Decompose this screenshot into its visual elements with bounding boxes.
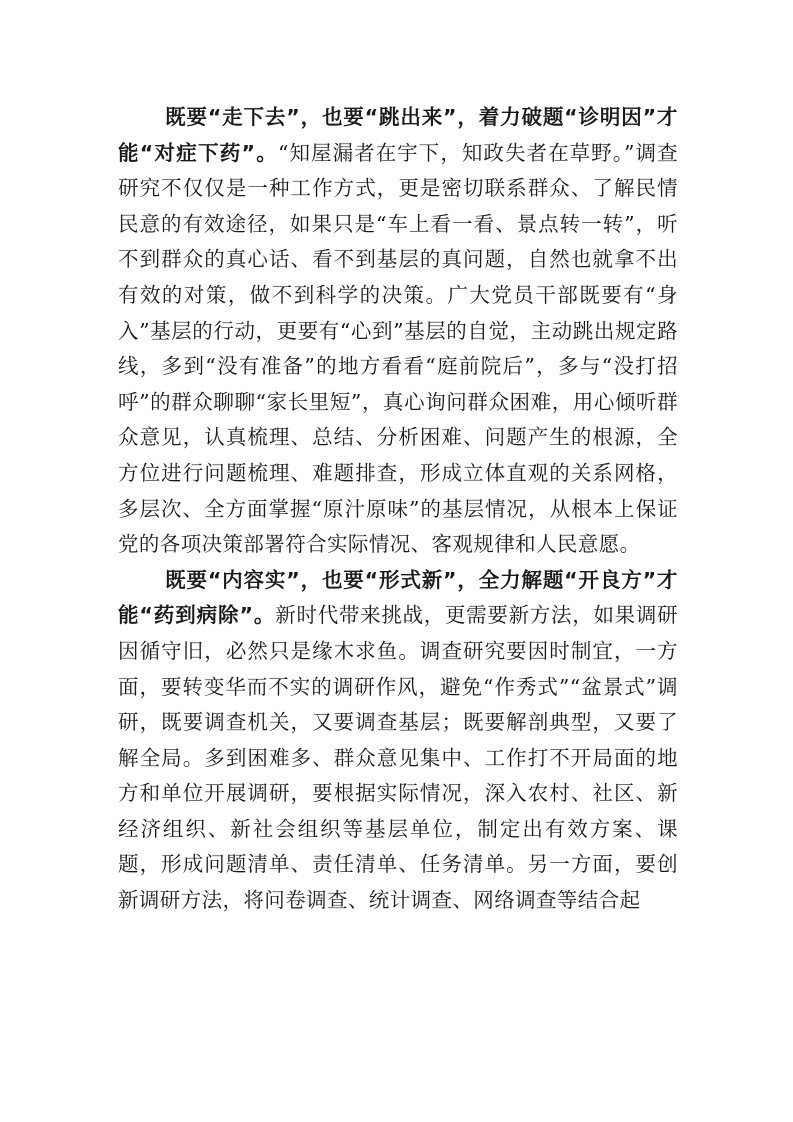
paragraph-2-lead: 既要“内容实”，也要“形式新”，全力解题“开良方”才能“药到病除”。 [118,567,678,628]
paragraph-2-body: 新时代带来挑战，更需要新方法，如果调研因循守旧，必然只是缘木求鱼。调查研究要因时制宜，一方面，要转变华而不实的调研作风，避免“作秀式”“盆景式”调研，既要调查机关，又要调查基层；既要解剖典型，又要了解全局。多到困难多、群众意见集中、工作打不开局面的地方和单位开展调研，要根据实际情况，深入农村、社区、新经济组织、新社会组织等基层单位，制定出有效方案、课题，形成问题清单、责任清单、任务清单。另一方面，要创新调研方法，将问卷调查、统计调查、网络调查等结合起 [118,603,679,913]
paragraph-1-lead: 既要“走下去”，也要“跳出来”，着力破题“诊明因”才能“对症下药”。 [118,105,678,165]
paragraph-1-body: “知屋漏者在宇下，知政失者在草野。”调查研究不仅仅是一种工作方式，更是密切联系群众、了解民情民意的有效途径，如果只是“车上看一看、景点转一转”，听不到群众的真心话、看不到基层的真问题，自然也就拿不出有效的对策，做不到科学的决策。广大党员干部既要有“身入”基层的行动，更要有“心到”基层的自觉，主动跳出规定路线，多到“没有准备”的地方看看“庭前院后”，多与“没打招呼”的群众聊聊“家长里短”，真心询问群众困难，用心倾听群众意见，认真梳理、总结、分析困难、问题产生的根源，全方位进行问题梳理、难题排查，形成立体直观的关系网格，多层次、全方面掌握“原汁原味”的基层情况，从根本上保证党的各项决策部署符合实际情况、客观规律和人民意愿。 [118,140,678,557]
paragraph-2 [118,563,678,919]
document-page [118,100,678,919]
paragraph-1 [118,100,678,563]
